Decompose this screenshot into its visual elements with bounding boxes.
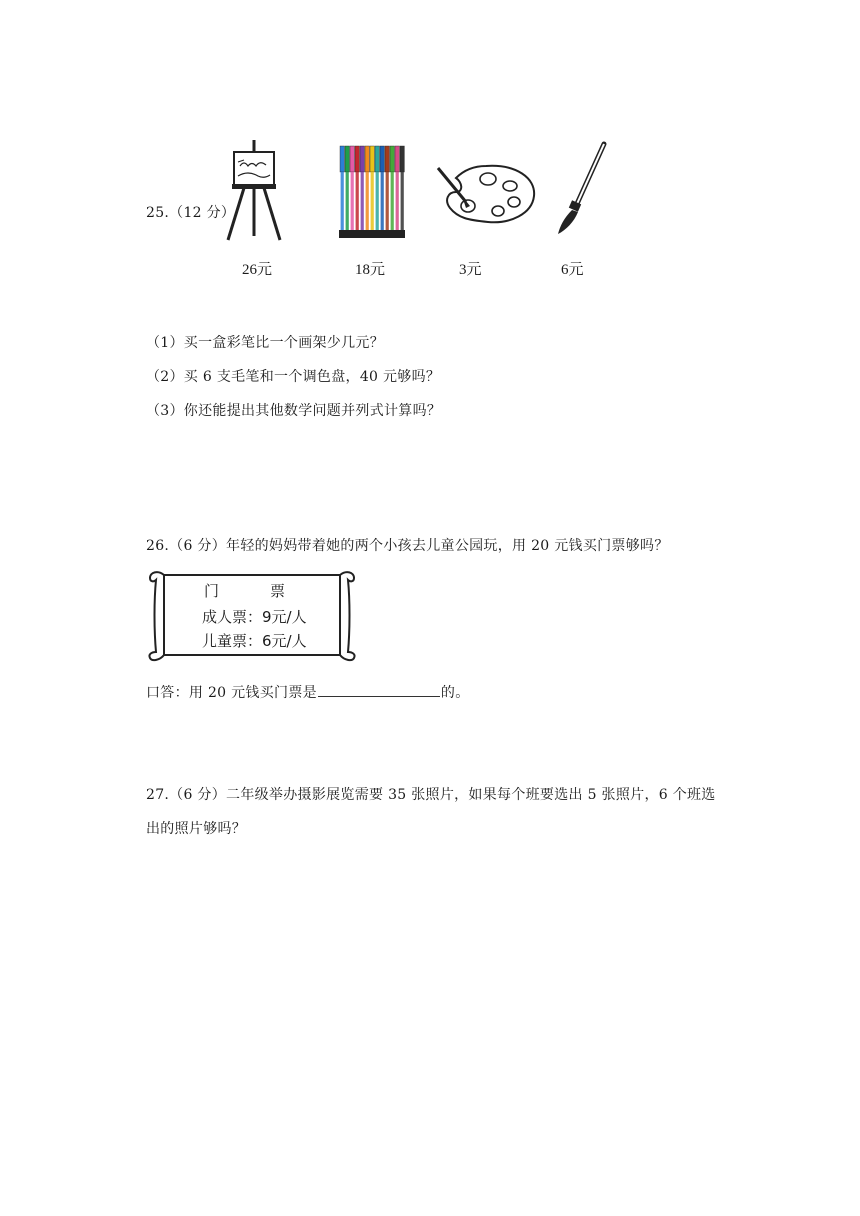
marker-cap [340, 146, 344, 172]
marker-cap [370, 146, 374, 172]
marker-body [341, 172, 344, 234]
question-25-part-1: （1）买一盒彩笔比一个画架少几元？ [146, 335, 385, 351]
marker-body [361, 172, 364, 234]
marker-cap [400, 146, 404, 172]
price-easel: 26元 [242, 262, 273, 278]
marker-cap [350, 146, 354, 172]
question-26-text: 26.（6 分）年轻的妈妈带着她的两个小孩去儿童公园玩，用 20 元钱买门票够吗？ [146, 538, 669, 554]
easel-icon [222, 138, 286, 246]
marker-cap [360, 146, 364, 172]
answer-prefix: 口答：用 20 元钱买门票是 [146, 685, 317, 701]
marker-body [401, 172, 404, 234]
marker-box-base [339, 230, 405, 238]
price-markers: 18元 [355, 262, 386, 278]
question-27-line-1: 27.（6 分）二年级举办摄影展览需要 35 张照片，如果每个班要选出 5 张照片，6 个班选 [146, 787, 716, 803]
marker-cap [380, 146, 384, 172]
marker-body [351, 172, 354, 234]
marker-body [396, 172, 399, 234]
marker-body [346, 172, 349, 234]
marker-body [366, 172, 369, 234]
marker-body [381, 172, 384, 234]
marker-body [386, 172, 389, 234]
question-25-label: 25.（12 分） [146, 205, 236, 221]
question-25-part-2: （2）买 6 支毛笔和一个调色盘，40 元够吗？ [146, 369, 441, 385]
question-26-answer [146, 682, 470, 702]
marker-cap [385, 146, 389, 172]
palette-icon [434, 162, 538, 226]
marker-cap [390, 146, 394, 172]
ticket-title-1: 门 [204, 582, 220, 600]
answer-suffix: 的。 [440, 685, 470, 701]
brush-icon [554, 140, 612, 236]
marker-cap [345, 146, 349, 172]
answer-blank[interactable] [318, 684, 440, 697]
ticket-title-2: 票 [270, 582, 286, 600]
marker-cap [355, 146, 359, 172]
price-palette: 3元 [459, 262, 482, 278]
marker-cap [395, 146, 399, 172]
question-27-line-2: 出的照片够吗？ [146, 821, 247, 837]
marker-cap [375, 146, 379, 172]
marker-body [376, 172, 379, 234]
marker-body [356, 172, 359, 234]
marker-body [371, 172, 374, 234]
question-25-part-3: （3）你还能提出其他数学问题并列式计算吗？ [146, 403, 442, 419]
marker-cap [365, 146, 369, 172]
price-brush: 6元 [561, 262, 584, 278]
ticket-child-price: 儿童票：6元/人 [202, 632, 307, 650]
marker-body [391, 172, 394, 234]
ticket-adult-price: 成人票：9元/人 [202, 608, 307, 626]
markers-icon [338, 144, 408, 242]
